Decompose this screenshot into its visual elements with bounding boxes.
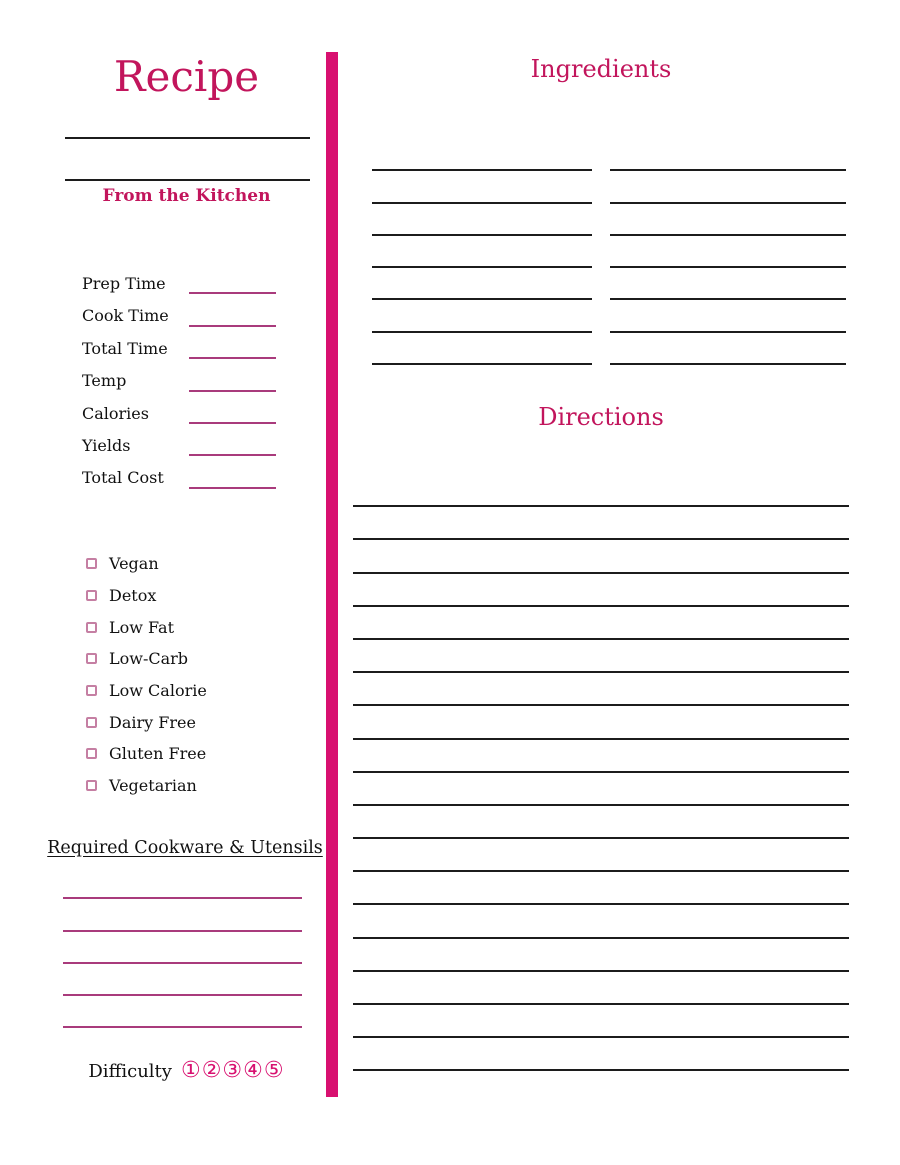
diet-checkbox-row	[86, 706, 207, 738]
checkbox-detox[interactable]	[86, 590, 97, 601]
cookware-blank-line	[63, 899, 302, 931]
direction-blank-line	[353, 574, 849, 607]
checkbox-low-fat[interactable]	[86, 622, 97, 633]
directions-heading: Directions	[538, 403, 664, 431]
direction-blank-line	[353, 640, 849, 673]
info-fields	[82, 268, 278, 495]
ingredient-blank-line	[610, 204, 846, 236]
ingredient-blank-line	[372, 268, 592, 300]
ingredient-blank-line	[372, 171, 592, 203]
direction-blank-line	[353, 806, 849, 839]
direction-blank-line	[353, 905, 849, 938]
ingredient-blank-line	[610, 300, 846, 332]
difficulty-row	[63, 1056, 310, 1086]
direction-blank-line	[353, 1005, 849, 1038]
diet-checkbox-label: Low Calorie	[109, 681, 207, 701]
info-field-label: Prep Time	[82, 274, 166, 293]
info-field-row	[82, 300, 278, 332]
ingredient-blank-line	[610, 139, 846, 171]
diet-checkbox-label: Dairy Free	[109, 712, 196, 732]
diet-checkbox-label: Detox	[109, 586, 157, 606]
difficulty-level-2[interactable]: ②	[201, 1058, 222, 1083]
diet-checkbox-row	[86, 548, 207, 580]
diet-checkbox-row	[86, 738, 207, 770]
info-field-blank-line	[189, 390, 276, 392]
diet-checkbox-row	[86, 770, 207, 802]
difficulty-level-4[interactable]: ④	[243, 1058, 263, 1083]
diet-checkbox-list	[86, 548, 207, 802]
direction-blank-line	[353, 706, 849, 739]
direction-blank-line	[353, 773, 849, 806]
direction-blank-line	[353, 939, 849, 972]
direction-blank-line	[353, 1038, 849, 1071]
difficulty-level-1[interactable]: ①	[180, 1058, 201, 1083]
ingredient-blank-line	[372, 204, 592, 236]
checkbox-vegan[interactable]	[86, 558, 97, 569]
direction-blank-line	[353, 740, 849, 773]
difficulty-level-3[interactable]: ③	[222, 1058, 243, 1083]
cookware-blank-lines	[63, 867, 302, 1028]
info-field-label: Calories	[82, 403, 149, 423]
info-field-blank-line	[189, 422, 276, 424]
directions-blank-lines	[353, 474, 849, 1071]
info-field-row	[82, 333, 278, 365]
direction-blank-line	[353, 872, 849, 905]
ingredient-row	[372, 236, 846, 268]
info-field-label: Total Time	[82, 338, 168, 358]
difficulty-level-5[interactable]: ⑤	[263, 1058, 284, 1083]
diet-checkbox-label: Low-Carb	[109, 649, 189, 669]
info-field-row	[82, 365, 278, 397]
direction-blank-line	[353, 839, 849, 872]
cookware-blank-line	[63, 996, 302, 1028]
info-field-blank-line	[189, 487, 276, 489]
cookware-blank-line	[63, 964, 302, 996]
info-field-label: Cook Time	[82, 306, 169, 326]
ingredient-blank-line	[372, 236, 592, 268]
direction-blank-line	[353, 673, 849, 706]
checkbox-low-carb[interactable]	[86, 653, 97, 664]
diet-checkbox-label: Gluten Free	[109, 744, 207, 764]
ingredient-row	[372, 300, 846, 332]
diet-checkbox-row	[86, 675, 207, 707]
cookware-blank-line	[63, 932, 302, 964]
direction-blank-line	[353, 607, 849, 640]
ingredient-blank-line	[372, 300, 592, 332]
info-field-blank-line	[189, 454, 276, 456]
subtitle: From the Kitchen	[102, 186, 271, 206]
vertical-divider	[326, 52, 338, 1097]
ingredient-blank-line	[372, 139, 592, 171]
checkbox-low-calorie[interactable]	[86, 685, 97, 696]
info-field-label: Temp	[82, 371, 127, 391]
diet-checkbox-row	[86, 643, 207, 675]
ingredients-heading: Ingredients	[530, 55, 672, 83]
ingredient-row	[372, 171, 846, 203]
difficulty-label: Difficulty	[88, 1060, 172, 1082]
ingredient-blank-line	[610, 268, 846, 300]
ingredient-row	[372, 204, 846, 236]
info-field-label: Total Cost	[82, 468, 164, 488]
info-field-row	[82, 430, 278, 462]
info-field-row	[82, 268, 278, 300]
info-field-row	[82, 462, 278, 494]
checkbox-gluten-free[interactable]	[86, 748, 97, 759]
ingredient-row	[372, 333, 846, 365]
ingredient-blank-line	[610, 171, 846, 203]
cookware-blank-line	[63, 867, 302, 899]
ingredient-blank-line	[372, 333, 592, 365]
info-field-blank-line	[189, 325, 276, 327]
recipe-name-blank-line	[65, 179, 310, 181]
info-field-row	[82, 398, 278, 430]
diet-checkbox-label: Vegan	[109, 554, 159, 574]
recipe-name-blank-line	[65, 137, 310, 139]
diet-checkbox-row	[86, 611, 207, 643]
page-title: Recipe	[113, 52, 260, 101]
direction-blank-line	[353, 474, 849, 507]
difficulty-levels	[181, 1060, 285, 1082]
diet-checkbox-label: Low Fat	[109, 617, 175, 637]
ingredient-row	[372, 268, 846, 300]
ingredients-grid	[372, 139, 846, 365]
diet-checkbox-row	[86, 580, 207, 612]
info-field-blank-line	[189, 357, 276, 359]
diet-checkbox-label: Vegetarian	[109, 776, 197, 796]
checkbox-vegetarian[interactable]	[86, 780, 97, 791]
ingredient-blank-line	[610, 236, 846, 268]
direction-blank-line	[353, 972, 849, 1005]
ingredient-blank-line	[610, 333, 846, 365]
ingredient-row	[372, 139, 846, 171]
info-field-label: Yields	[82, 435, 131, 455]
checkbox-dairy-free[interactable]	[86, 717, 97, 728]
direction-blank-line	[353, 507, 849, 540]
cookware-heading: Required Cookware & Utensils	[47, 838, 323, 858]
direction-blank-line	[353, 540, 849, 573]
info-field-blank-line	[189, 292, 276, 294]
